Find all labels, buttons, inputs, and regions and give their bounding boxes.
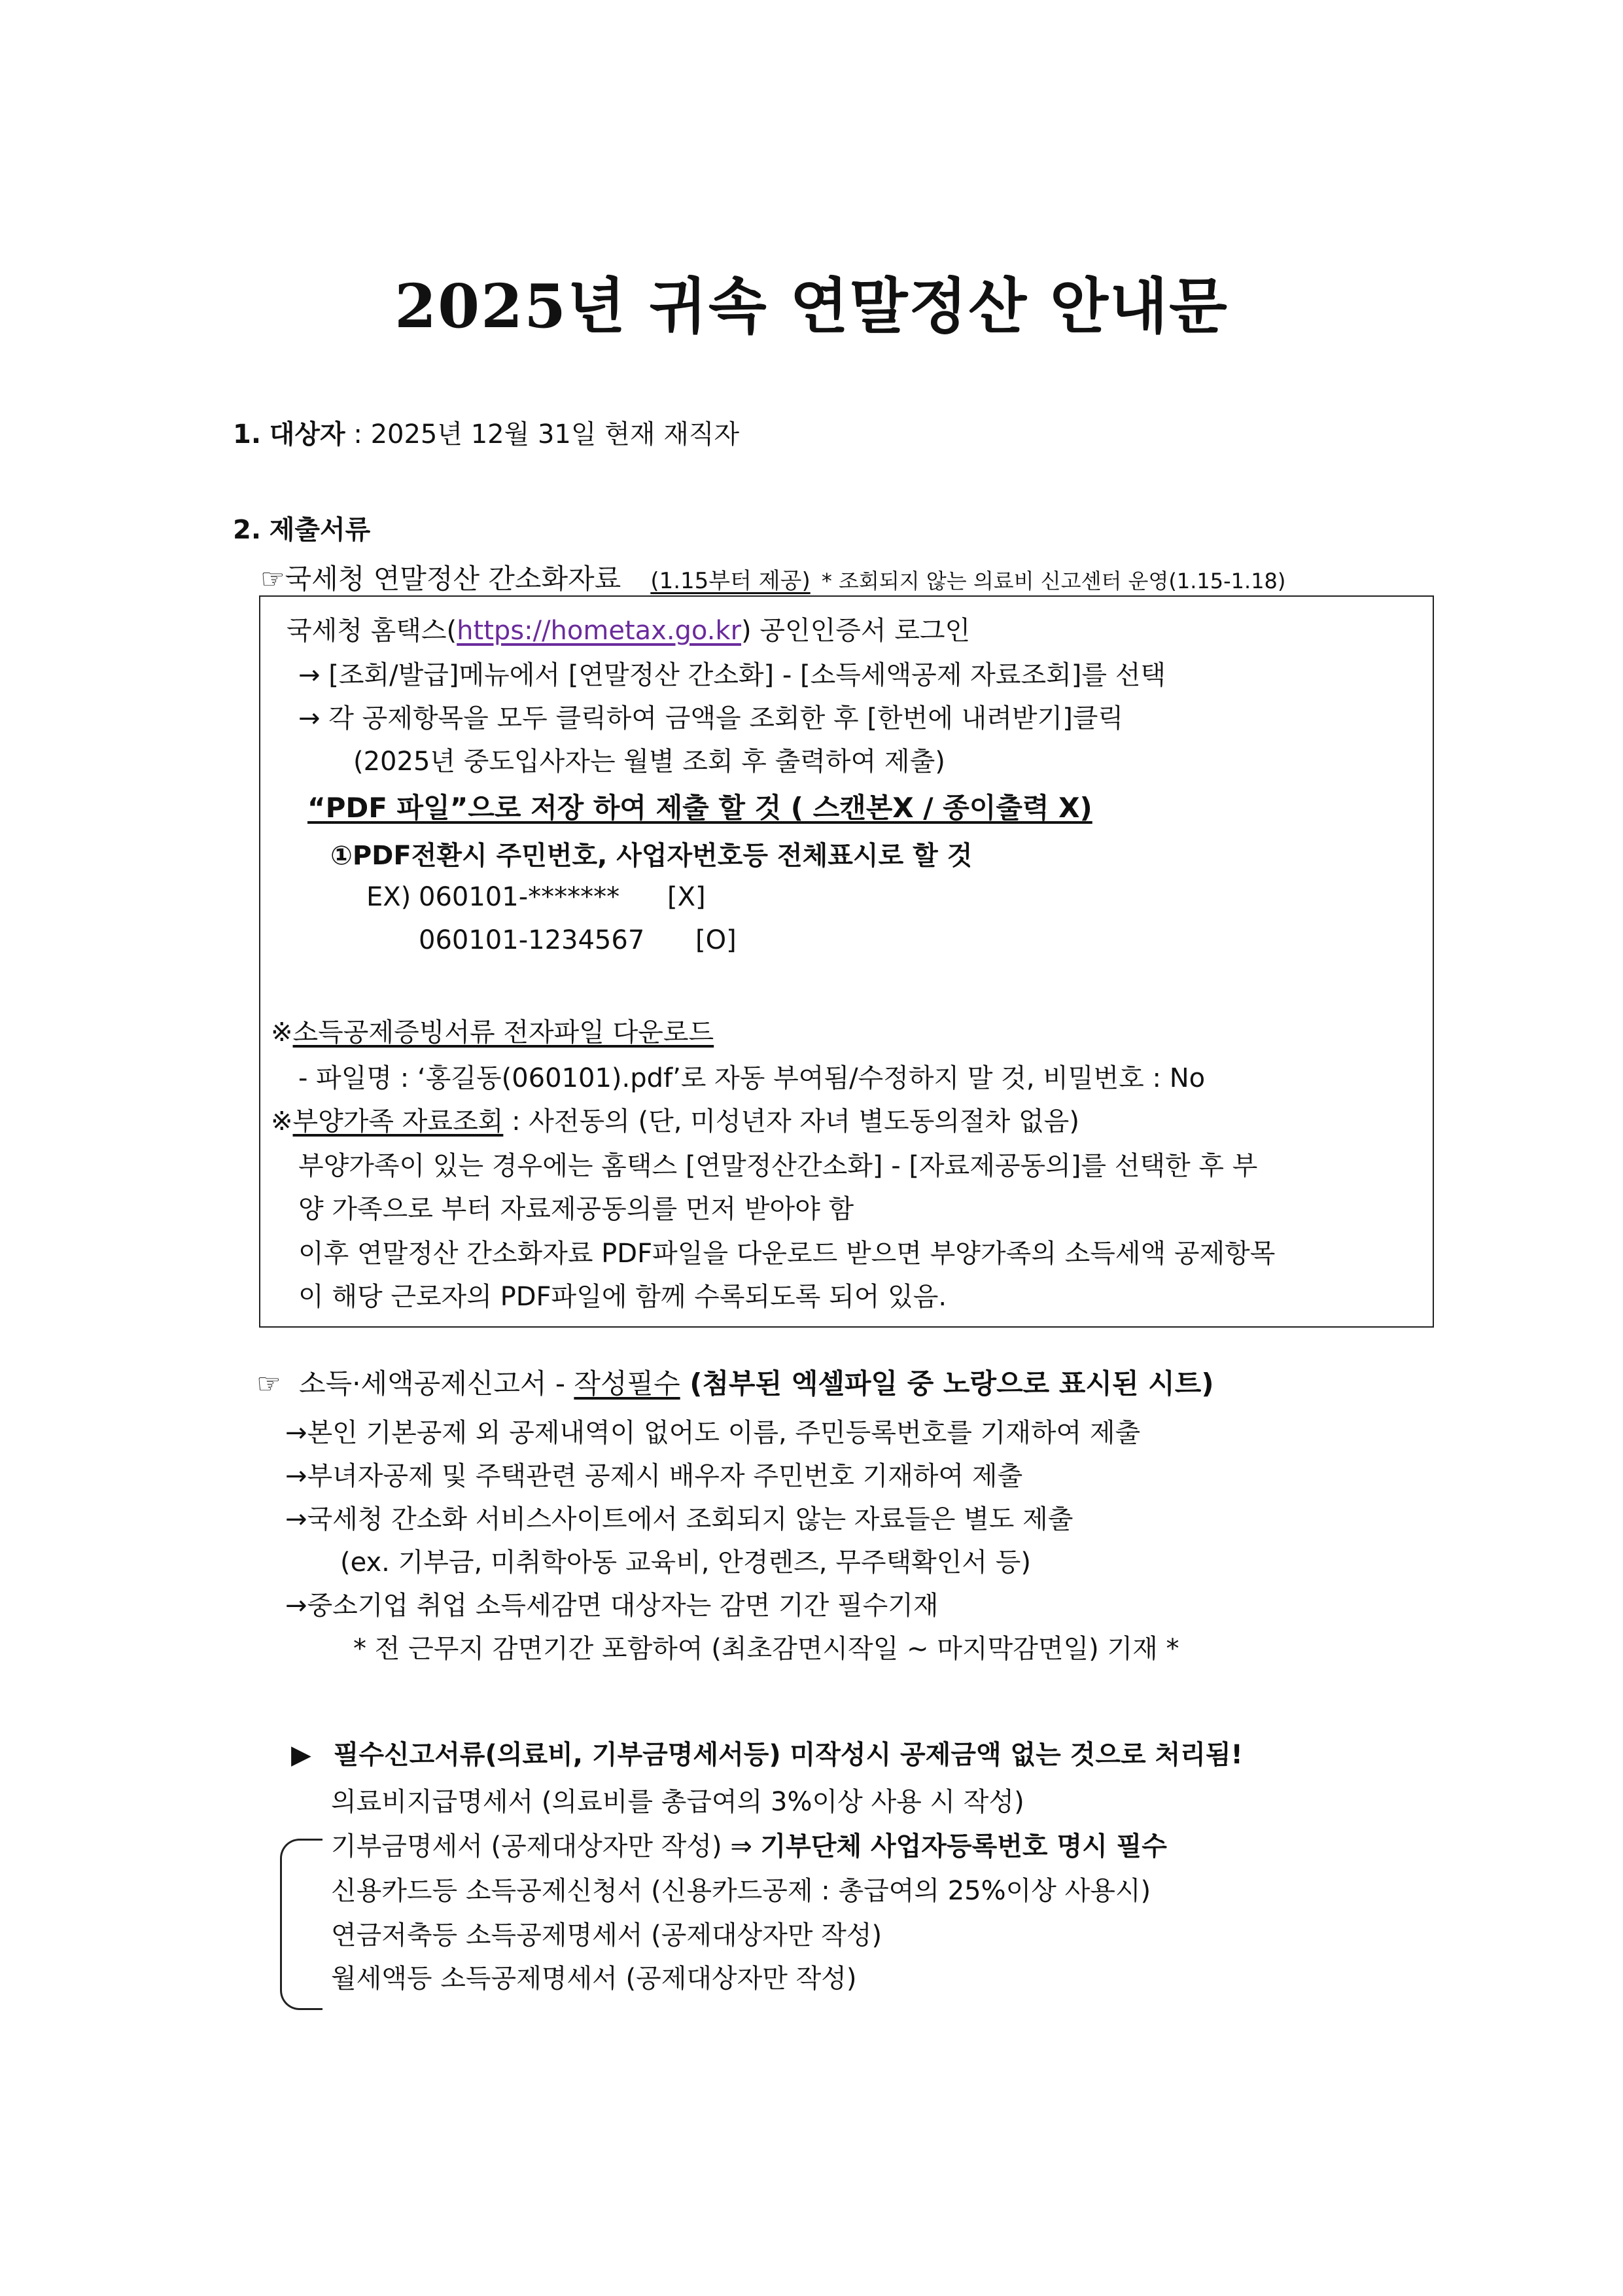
required-doc-medical: 의료비지급명세서 (의료비를 총급여의 3%이상 사용 시 작성) (331, 1787, 1024, 1817)
example-right: 060101-1234567 (419, 925, 645, 955)
example-right-mark: [O] (695, 925, 737, 955)
login-line (287, 610, 970, 647)
form-required: 작성필수 (574, 1368, 680, 1400)
form-line: →국세청 간소화 서비스사이트에서 조회되지 않는 자료들은 별도 제출 (285, 1504, 1073, 1534)
note-mark-icon: ※ (271, 1106, 293, 1137)
required-doc-rent: 월세액등 소득공제명세서 (공제대상자만 작성) (331, 1964, 857, 1994)
form-line: →중소기업 취업 소득세감면 대상자는 감면 기간 필수기재 (285, 1591, 939, 1621)
section-number: 1. (233, 419, 262, 450)
example-wrong-mark: [X] (667, 882, 706, 912)
note-mark-icon: ※ (271, 1017, 293, 1048)
step-2: → 각 공제항목을 모두 클릭하여 금액을 조회한 후 [한번에 내려받기]클릭 (298, 703, 1124, 733)
download-title: 소득공제증빙서류 전자파일 다운로드 (292, 1017, 714, 1048)
step-1: → [조회/발급]메뉴에서 [연말정산 간소화] - [소득세액공제 자료조회]를 선택 (298, 660, 1166, 690)
required-doc-donation (331, 1826, 1167, 1863)
dependent-line: 이후 연말정산 간소화자료 PDF파일을 다운로드 받으면 부양가족의 소득세액 공제항목 (298, 1239, 1276, 1269)
login-text: 국세청 홈택스( (287, 616, 457, 646)
hometax-link[interactable]: https://hometax.go.kr (457, 616, 742, 646)
required-headline (291, 1734, 1243, 1771)
download-heading (271, 1012, 714, 1049)
donation-text: 기부금명세서 (공제대상자만 작성) ⇒ (331, 1831, 761, 1862)
dependent-title: 부양가족 자료조회 (292, 1106, 504, 1137)
hand-pointer-icon: ☞ (260, 563, 285, 595)
filename-rule: - 파일명 : ‘홍길동(060101).pdf’로 자동 부여됨/수정하지 말 것, 비밀번호 : No (298, 1063, 1206, 1093)
form-label: 소득·세액공제신고서 - (299, 1368, 574, 1400)
page-title: 2025년 귀속 연말정산 안내문 (394, 271, 1229, 342)
dependent-line: 이 해당 근로자의 PDF파일에 함께 수록되도록 되어 있음. (298, 1282, 947, 1312)
dependent-heading (271, 1101, 1079, 1138)
dependent-line: 양 가족으로 부터 자료제공동의를 먼저 받아야 함 (298, 1194, 854, 1224)
form-line: (ex. 기부금, 미취학아동 교육비, 안경렌즈, 무주택확인서 등) (340, 1547, 1032, 1578)
pdf-rule: ①PDF전환시 주민번호, 사업자번호등 전체표시로 할 것 (330, 841, 973, 871)
nts-heading (260, 557, 1285, 597)
dependent-line: 부양가족이 있는 경우에는 홈택스 [연말정산간소화] - [자료제공동의]를 선택한 후 부 (298, 1151, 1258, 1181)
nts-heading-date: (1.15부터 제공) (650, 568, 811, 594)
nts-heading-label: 국세청 연말정산 간소화자료 (285, 563, 621, 595)
dependent-text: : 사전동의 (단, 미성년자 자녀 별도동의절차 없음) (503, 1106, 1079, 1137)
form-line: →본인 기본공제 외 공제내역이 없어도 이름, 주민등록번호를 기재하여 제출 (285, 1418, 1141, 1448)
nts-heading-note: * 조회되지 않는 의료비 신고센터 운영(1.15-1.18) (821, 569, 1286, 593)
section-text: : 2025년 12월 31일 현재 재직자 (345, 419, 740, 450)
section-target (233, 414, 739, 451)
section-label: 대상자 (269, 419, 345, 450)
section-number: 2. (233, 515, 262, 545)
triangle-right-icon: ▶ (291, 1740, 311, 1770)
step-3: (2025년 중도입사자는 월별 조회 후 출력하여 제출) (353, 747, 945, 777)
required-headline-text: 필수신고서류(의료비, 기부금명세서등) 미작성시 공제금액 없는 것으로 처리됨! (333, 1740, 1243, 1770)
form-heading (256, 1362, 1214, 1402)
form-bold-note: (첨부된 엑셀파일 중 노랑으로 표시된 시트) (680, 1368, 1214, 1400)
bracket-decoration (280, 1839, 323, 2010)
pdf-notice: “PDF 파일”으로 저장 하여 제출 할 것 ( 스캔본X / 종이출력 X) (307, 792, 1092, 824)
hand-pointer-icon: ☞ (256, 1368, 281, 1400)
login-text-post: ) 공인인증서 로그인 (741, 616, 971, 646)
example-wrong: 060101-******* (419, 882, 620, 912)
required-doc-pension: 연금저축등 소득공제명세서 (공제대상자만 작성) (331, 1920, 882, 1951)
section-documents (233, 509, 370, 546)
donation-bold: 기부단체 사업자등록번호 명시 필수 (760, 1831, 1167, 1862)
example-label: EX) (366, 882, 411, 912)
section-label: 제출서류 (269, 515, 371, 545)
form-line: * 전 근무지 감면기간 포함하여 (최초감면시작일 ~ 마지막감면일) 기재 * (353, 1634, 1179, 1664)
form-line: →부녀자공제 및 주택관련 공제시 배우자 주민번호 기재하여 제출 (285, 1461, 1023, 1491)
required-doc-card: 신용카드등 소득공제신청서 (신용카드공제 : 총급여의 25%이상 사용시) (331, 1876, 1151, 1906)
